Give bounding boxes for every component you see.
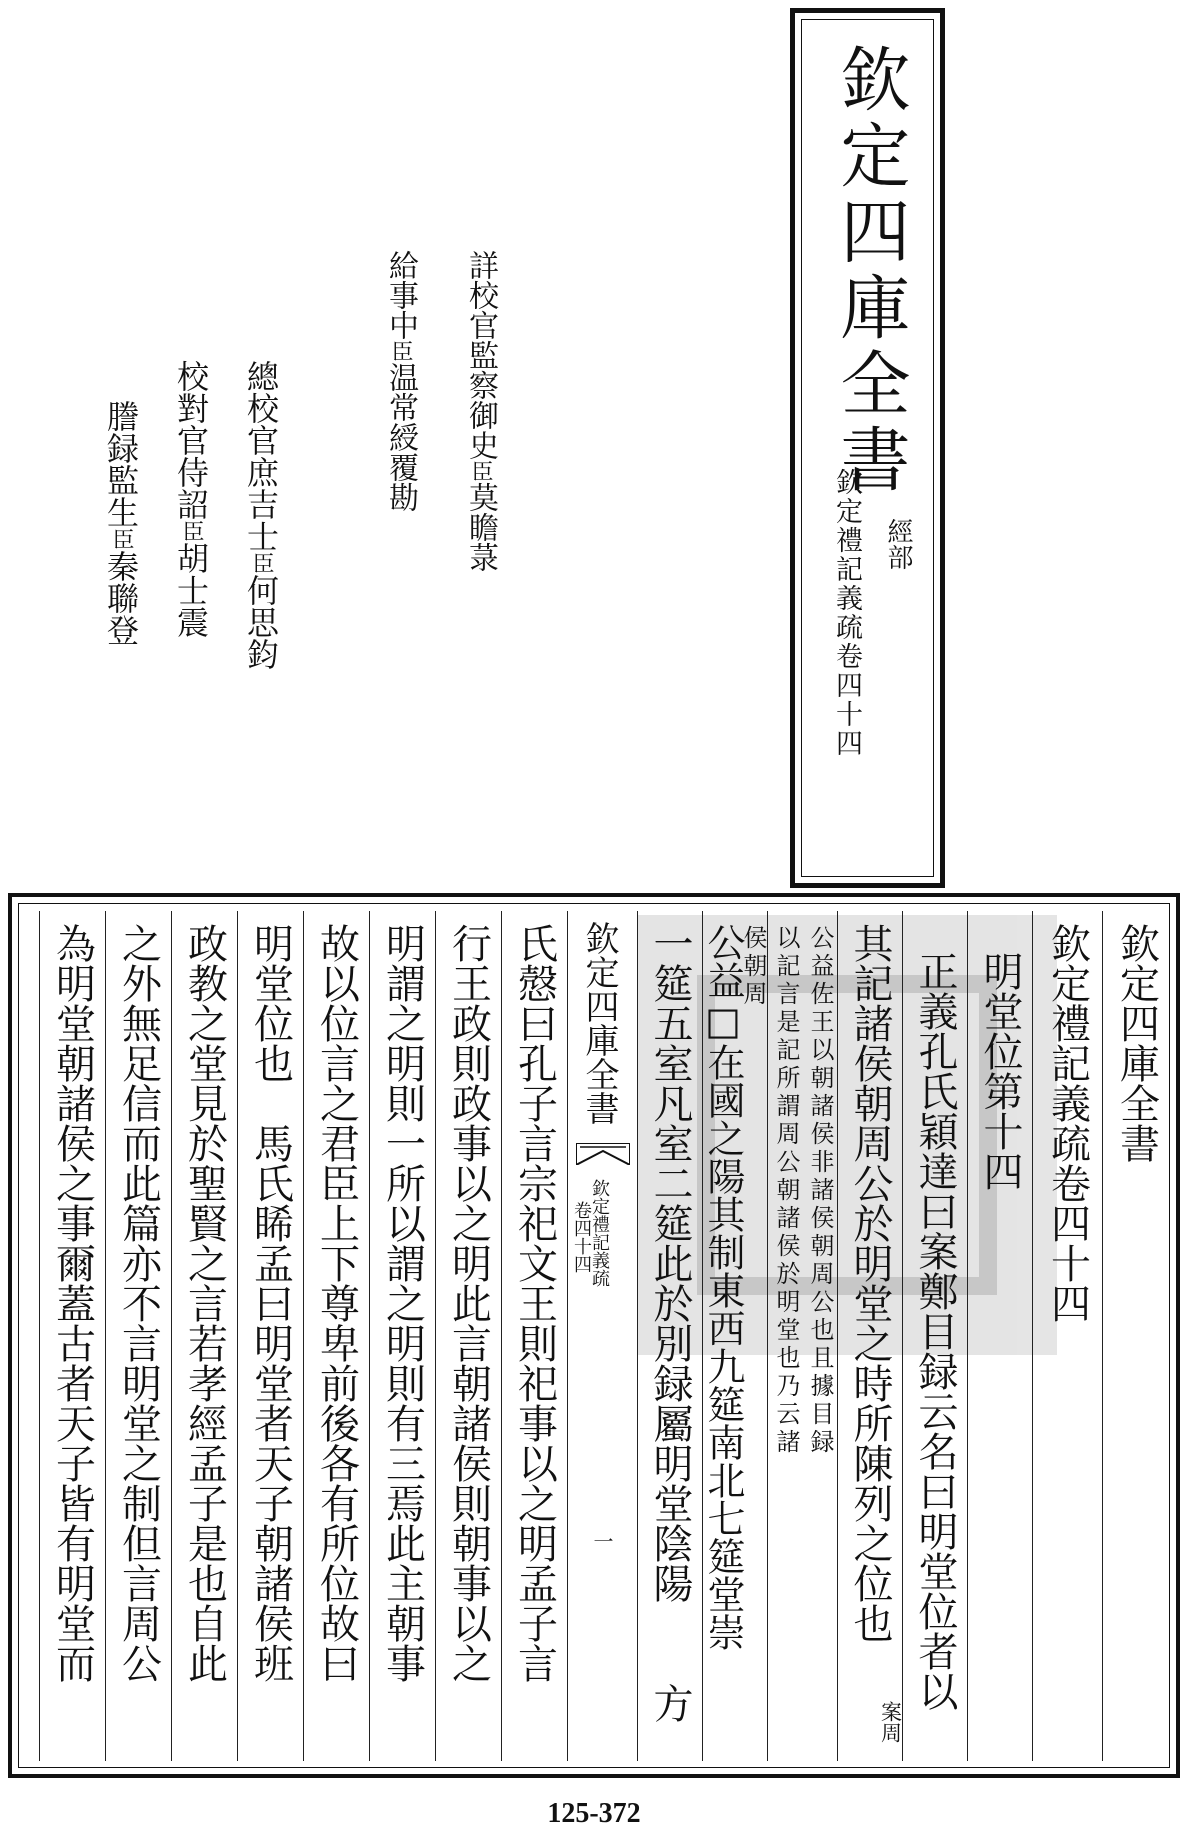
credit-line: 校對官侍詔臣胡士震 [172, 360, 210, 638]
page-frame [8, 893, 1180, 1778]
fold-column [567, 911, 637, 1761]
text-column: 政教之堂見於聖賢之言若孝經孟子是也自此 [171, 911, 237, 1761]
text-column: 侯朝周 公益□在國之陽其制東西九筵南北七筵堂崇 [702, 911, 767, 1761]
credit-line: 總校官庶吉士臣何思鈞 [242, 360, 280, 670]
text-column: 一筵五室凡室二筵此於別録屬明堂陰陽 方 [637, 911, 702, 1761]
page-header: 欽定四庫全書 [1102, 911, 1170, 1761]
text-column: 正義孔氏穎達曰案鄭目録云名曰明堂位者以 [902, 911, 967, 1761]
text-column: 其記諸侯朝周公於明堂之時所陳列之位也 案周 [837, 911, 902, 1761]
fold-page-number: 一 [590, 1531, 614, 1551]
text-column: 之外無足信而此篇亦不言明堂之制但言周公 [105, 911, 171, 1761]
credit-line: 詳校官監察御史臣莫瞻菉 [463, 250, 498, 572]
chapter-title: 明堂位第十四 [967, 911, 1032, 1761]
fish-tail-icon [576, 1143, 630, 1165]
fold-subtitle: 欽定禮記義疏 [589, 1179, 610, 1287]
text-column: 故以位言之君臣上下尊卑前後各有所位故曰 [303, 911, 369, 1761]
main-title: 欽定四庫全書 [829, 43, 911, 499]
category-label: 經部 [883, 518, 913, 570]
text-column: 明堂位也 馬氏睎孟曰明堂者天子朝諸侯班 [237, 911, 303, 1761]
text-column: 公益佐王以朝諸侯非諸侯朝周公也且據目録 以記言是記所謂周公朝諸侯於明堂也乃云諸 [767, 911, 837, 1761]
fold-book-name: 欽定四庫全書 [579, 921, 619, 1125]
credit-line: 給事中臣温常綬覆勘 [383, 250, 418, 512]
text-column: 行王政則政事以之明此言朝諸侯則朝事以之 [435, 911, 501, 1761]
page-book-title: 欽定禮記義疏卷四十四 [1032, 911, 1102, 1761]
fold-volume: 卷四十四 [571, 1201, 592, 1273]
title-frame [790, 8, 945, 888]
text-column: 氏慤曰孔子言宗祀文王則祀事以之明孟子言 [501, 911, 567, 1761]
book-title: 欽定禮記義疏卷四十四 [831, 468, 862, 758]
text-column: 明謂之明則一所以謂之明則有三焉此主朝事 [369, 911, 435, 1761]
credit-line: 謄録監生臣秦聯登 [102, 400, 140, 646]
page-label: 125-372 [547, 1798, 641, 1829]
text-column: 為明堂朝諸侯之事爾蓋古者天子皆有明堂而 [39, 911, 105, 1761]
